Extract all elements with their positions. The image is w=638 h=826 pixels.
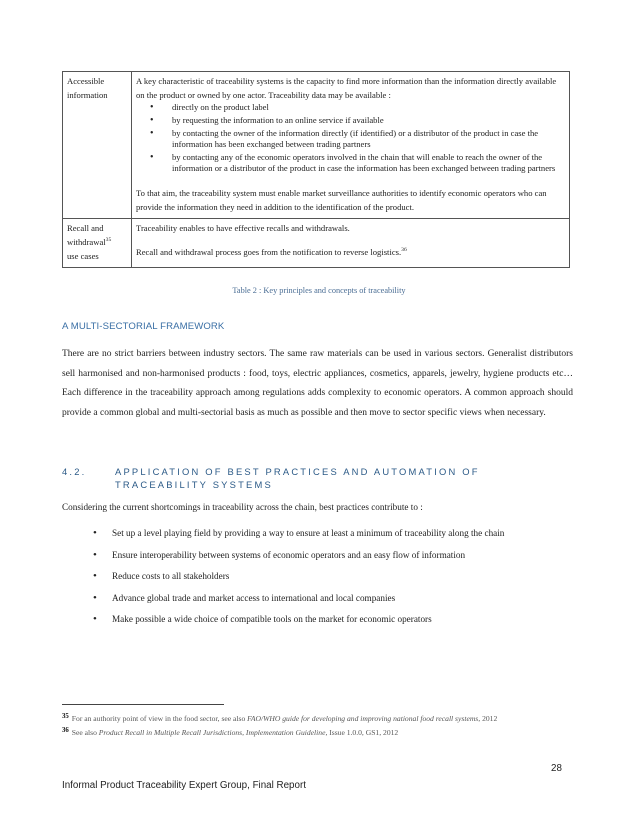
heading-title: APPLICATION OF BEST PRACTICES AND AUTOMATION OF TRACEABILITY SYSTEMS [115,466,480,490]
list-item: • Advance global trade and market access to international and local companies [112,593,504,615]
list-item: • by contacting any of the economic operators involved in the chain that will enable to reach the owner of the information or a distributor of the product in case the information has been exchanged between trading partners [172,152,565,174]
footnote-number: 35 [62,713,69,720]
row-label [63,72,132,219]
intro-sentence: Considering the current shortcomings in traceability across the chain, best practices contribute to : [62,502,423,512]
footnote-35 [62,714,497,723]
list-item: • Set up a level playing field by providing a way to ensure at least a minimum of traceability along the chain [112,528,504,550]
footnote-ref: 36 [401,246,407,253]
row-label-line: withdrawal [67,236,106,247]
footnote-source-title: Product Recall in Multiple Recall Jurisdictions, Implementation Guideline [98,728,326,737]
row-label-line: use cases [67,250,99,261]
page-footer: Informal Product Traceability Expert Group, Final Report [62,780,306,791]
list-item: • by contacting the owner of the information directly (if identified) or a distributor of the product in case the information has been exchanged between trading partners [172,128,565,150]
availability-list [136,102,565,174]
footnote-number: 36 [62,727,69,734]
footnote-ref: 35 [105,236,112,243]
row-label-line: Accessible [67,76,105,86]
body-paragraph: There are no strict barriers between industry sectors. The same raw materials can be used in various sectors. Generalist distributors sell harmonised and non-harmonised products : food, toys, electric appliances, cosmetics, apparels, jewelry, hygiene products etc… Each difference in the traceability approach among regulations adds complexity to economic operators. A common approach should provide a common global and multi-sectorial basis as much as possible and then move to sector specific views when necessary. [62,349,573,418]
list-item: • Ensure interoperability between systems of economic operators and an easy flow of information [112,550,504,572]
section-heading: A MULTI-SECTORIAL FRAMEWORK [62,321,225,332]
row-label-line: information [67,90,108,100]
row-conclusion: To that aim, the traceability system must enable market surveillance authorities to identify economic operators who can provide the information they need in addition to the identification of the product. [136,187,547,212]
footnote-source-title: FAO/WHO guide for developing and improving national food recall systems [247,714,479,723]
row-label-line: Recall and [67,222,104,233]
row-content [132,218,570,267]
footnote-text: , Issue 1.0.0, GS1, 2012 [325,728,399,737]
table-row [63,72,570,219]
principles-table [62,71,570,268]
list-item: • by requesting the information to an online service if available [172,115,565,126]
row-intro: A key characteristic of traceability systems is the capacity to find more information than the information directly available on the product or owned by one actor. Traceability data may be available : [136,76,557,100]
footnote-text: See also [71,728,99,737]
list-item: • directly on the product label [172,102,565,113]
page-number: 28 [551,763,562,774]
row-label [63,218,132,267]
footnote-36 [62,728,398,737]
row-line: Traceability enables to have effective recalls and withdrawals. [136,222,350,233]
table-row [63,218,570,267]
row-line-with-ref [136,245,565,259]
best-practices-list [112,528,504,636]
heading-number: 4.2. [62,466,87,477]
footnote-divider [62,704,224,705]
footnote-text: For an authority point of view in the food sector, see also [71,714,248,723]
table-caption: Table 2 : Key principles and concepts of traceability [232,286,406,295]
row-content [132,72,570,219]
footnote-text: , 2012 [478,714,498,723]
list-item: • Make possible a wide choice of compatible tools on the market for economic operators [112,614,504,636]
list-item: • Reduce costs to all stakeholders [112,571,504,593]
row-line: Recall and withdrawal process goes from the notification to reverse logistics. [136,246,402,257]
